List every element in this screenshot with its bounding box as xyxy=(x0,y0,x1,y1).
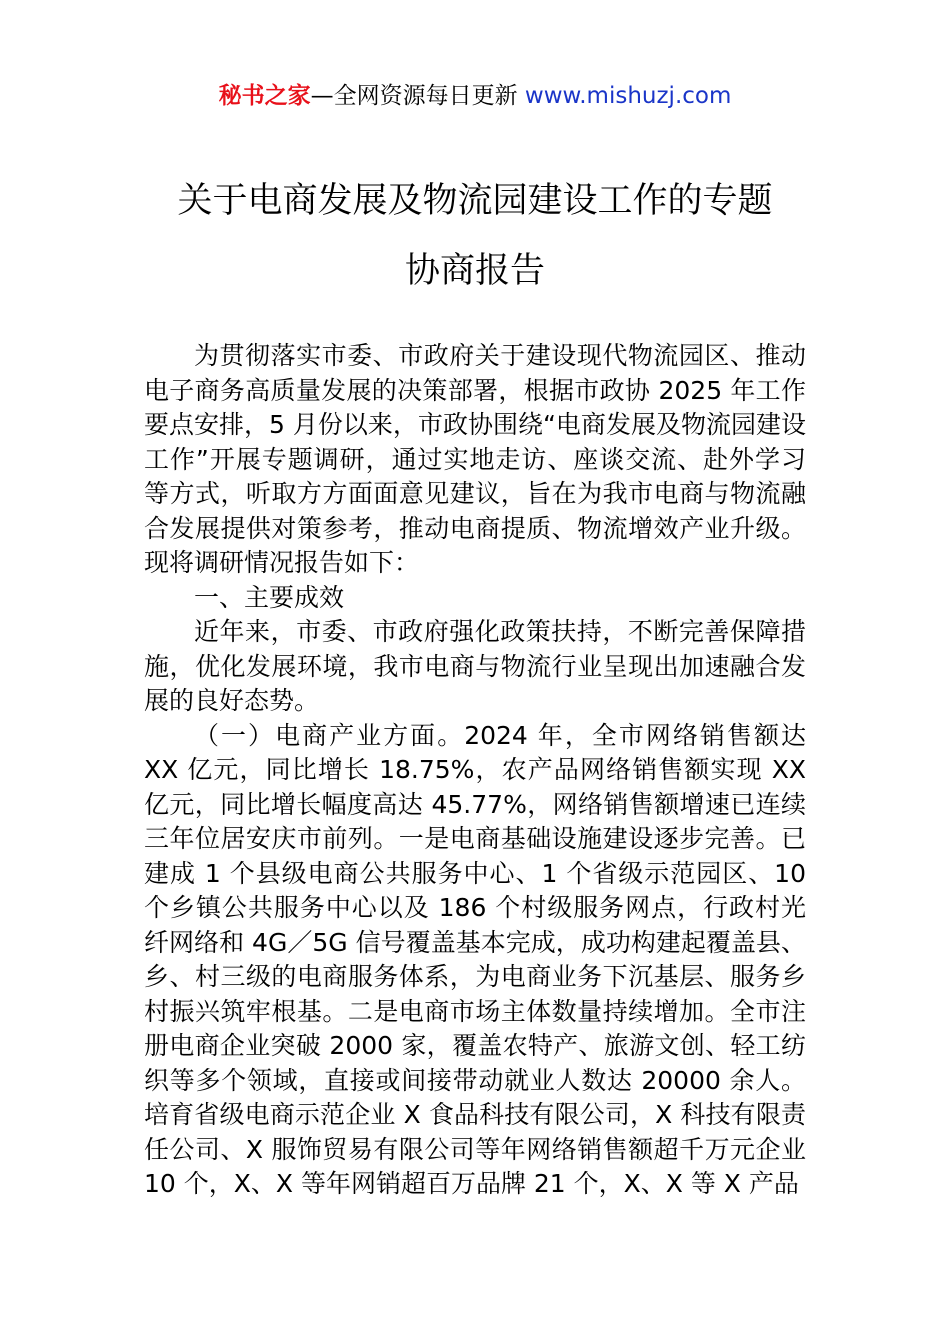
site-header xyxy=(0,80,950,112)
document-title-line-1: 关于电商发展及物流园建设工作的专题 xyxy=(177,181,773,221)
paragraph-ecommerce-industry: （一）电商产业方面。2024 年，全市网络销售额达 XX 亿元，同比增长 18.75%，农产品网络销售额实现 XX 亿元，同比增长幅度高达 45.77%，网络销售额增速已连续三年位居安庆市前列。一是电商基础设施建设逐步完善。已建成 1 个县级电商公共服务中心、1 个省级示范园区、10 个乡镇公共服务中心以及 186 个村级服务网点，行政村光纤网络和 4G／5G 信号覆盖基本完成，成功构建起覆盖县、乡、村三级的电商服务体系，为电商业务下沉基层、服务乡村振兴筑牢根基。二是电商市场主体数量持续增加。全市注册电商企业突破 2000 家，覆盖农特产、旅游文创、轻工纺织等多个领域，直接或间接带动就业人数达 20000 余人。培育省级电商示范企业 X 食品科技有限公司，X 科技有限责任公司、X 服饰贸易有限公司等年网络销售额超千万元企业 10 个，X、X 等年网销超百万品牌 21 个，X、X 等 X 产品 xyxy=(144,720,806,1198)
site-url-link[interactable]: www.mishuzj.com xyxy=(524,83,732,109)
paragraph-intro: 为贯彻落实市委、市政府关于建设现代物流园区、推动电子商务高质量发展的决策部署，根据市政协 2025 年工作要点安排，5 月份以来，市政协围绕“电商发展及物流园建设工作”开展专题调研，通过实地走访、座谈交流、赴外学习等方式，听取方方面面意见建议，旨在为我市电商与物流融合发展提供对策参考，推动电商提质、物流增效产业升级。现将调研情况报告如下： xyxy=(144,341,806,577)
site-brand: 秘书之家 xyxy=(218,83,311,109)
section-heading-main-achievements: 一、主要成效 xyxy=(194,582,345,612)
document-title-line-2: 协商报告 xyxy=(404,251,545,291)
document-body xyxy=(144,339,806,1202)
paragraph-overview: 近年来，市委、市政府强化政策扶持，不断完善保障措施，优化发展环境，我市电商与物流行业呈现出加速融合发展的良好态势。 xyxy=(144,617,806,715)
header-dash: — xyxy=(310,83,334,109)
site-tagline: 全网资源每日更新 xyxy=(333,83,518,109)
